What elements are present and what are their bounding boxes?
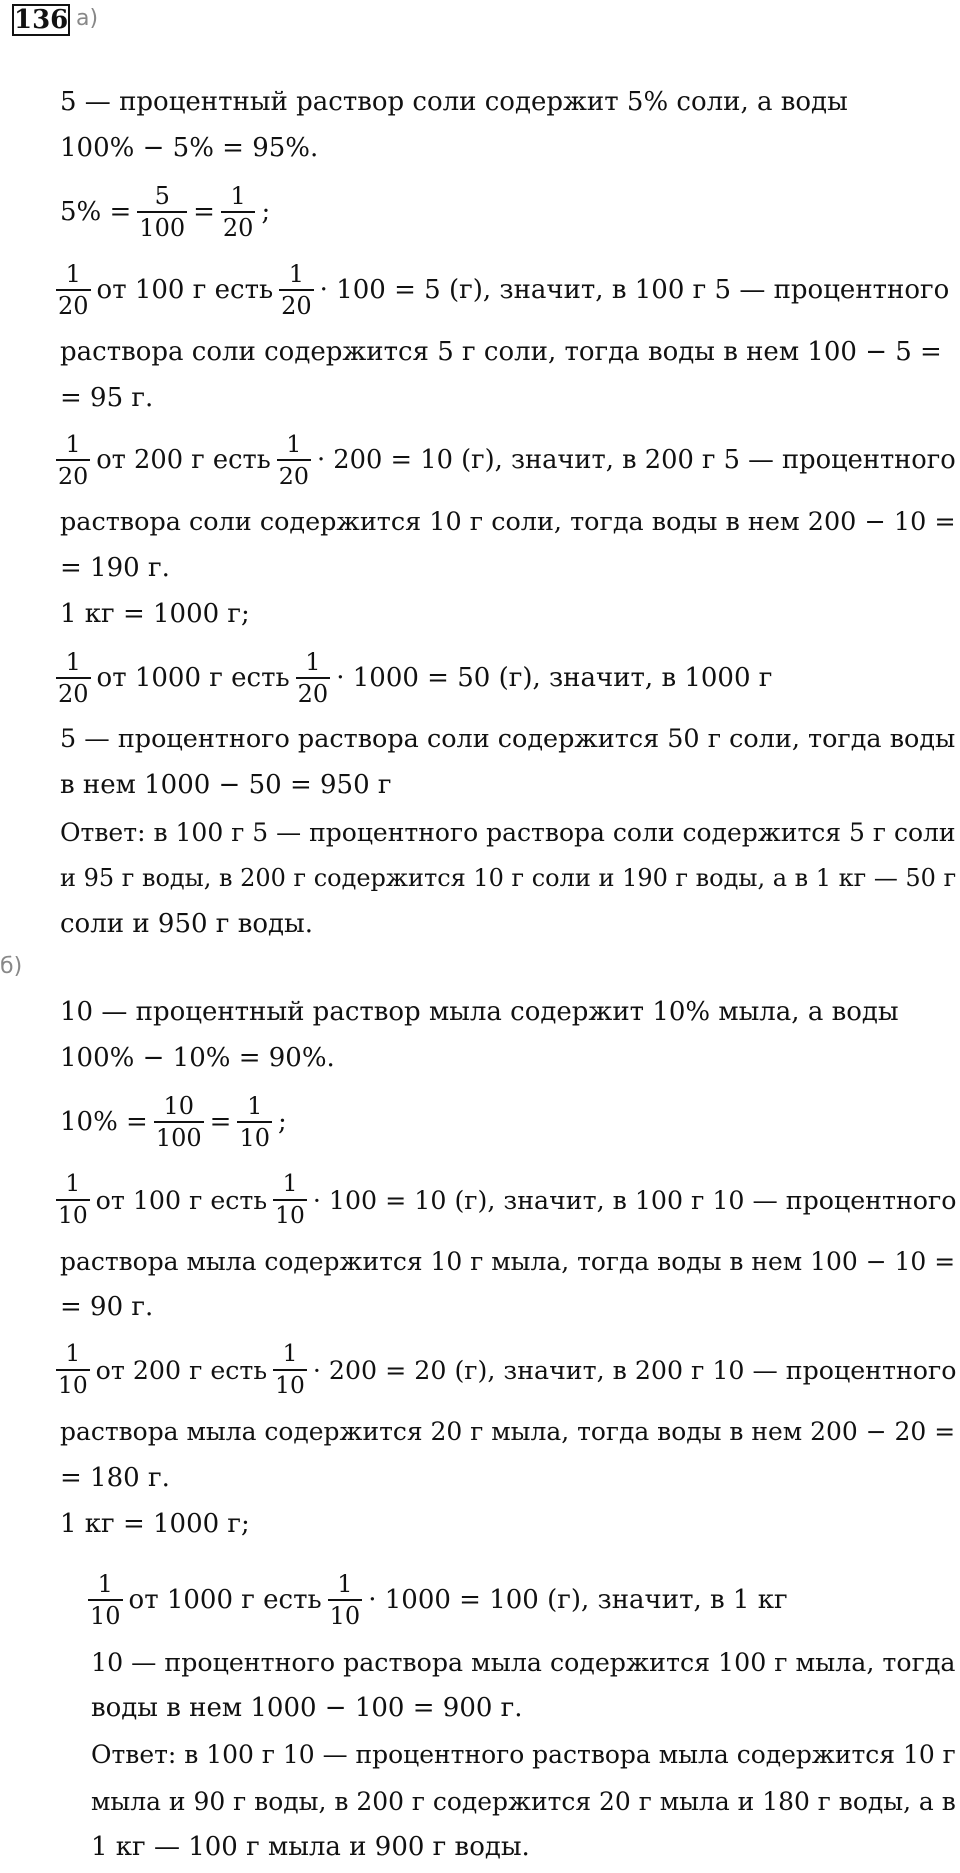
fraction bbox=[328, 1571, 363, 1629]
answer-line: Ответ: в 100 г 5 — процентного раствора соли содержится 5 г соли bbox=[60, 817, 956, 847]
equation-text: 5% = bbox=[60, 197, 132, 227]
text-line: 5 — процентный раствор соли содержит 5% соли, а воды bbox=[60, 87, 848, 117]
equation-text: от 100 г есть bbox=[96, 275, 274, 305]
numerator: 1 bbox=[230, 182, 246, 210]
fraction bbox=[56, 431, 90, 489]
numerator: 1 bbox=[65, 1170, 81, 1197]
equation-text: ; bbox=[278, 1107, 287, 1137]
fraction-bar bbox=[56, 289, 91, 291]
equation-text: = bbox=[209, 1107, 232, 1137]
equation-text: · 200 = 10 (г), значит, в 200 г 5 — процентного bbox=[316, 445, 956, 475]
numerator: 1 bbox=[65, 648, 81, 676]
denominator: 20 bbox=[222, 214, 254, 242]
text-line: раствора мыла содержится 10 г мыла, тогда воды в нем 100 − 10 = bbox=[60, 1246, 956, 1276]
numerator: 1 bbox=[65, 1340, 81, 1367]
fraction-bar bbox=[88, 1599, 123, 1601]
text-line: = 180 г. bbox=[60, 1463, 170, 1493]
denominator: 20 bbox=[58, 680, 89, 708]
answer-line: 1 кг — 100 г мыла и 900 г воды. bbox=[91, 1832, 530, 1862]
denominator: 10 bbox=[239, 1124, 270, 1152]
fraction bbox=[56, 261, 91, 319]
denominator: 10 bbox=[90, 1602, 121, 1630]
fraction-bar bbox=[56, 677, 91, 679]
numerator: 1 bbox=[286, 430, 302, 458]
text-line: 100% − 10% = 90%. bbox=[60, 1043, 335, 1073]
numerator: 5 bbox=[154, 182, 170, 210]
equation-line bbox=[60, 182, 271, 242]
fraction bbox=[88, 1571, 123, 1629]
equation-text: от 100 г есть bbox=[95, 1185, 268, 1215]
fraction bbox=[137, 183, 187, 241]
numerator: 1 bbox=[97, 1570, 113, 1598]
fraction bbox=[277, 431, 311, 489]
fraction bbox=[237, 1093, 272, 1151]
equation-line bbox=[56, 1170, 957, 1229]
answer-line: и 95 г воды, в 200 г содержится 10 г соли и 190 г воды, а в 1 кг — 50 г bbox=[60, 864, 957, 892]
denominator: 20 bbox=[58, 462, 89, 490]
numerator: 1 bbox=[288, 260, 305, 288]
text-line: раствора соли содержится 5 г соли, тогда воды в нем 100 − 5 = bbox=[60, 337, 942, 367]
text-line: 10 — процентный раствор мыла содержит 10% мыла, а воды bbox=[60, 997, 899, 1027]
numerator: 10 bbox=[163, 1092, 195, 1120]
equation-text: от 1000 г есть bbox=[128, 1585, 322, 1615]
text-line: воды в нем 1000 − 100 = 900 г. bbox=[91, 1693, 523, 1723]
denominator: 20 bbox=[278, 462, 309, 490]
text-line: в нем 1000 − 50 = 950 г bbox=[60, 770, 392, 800]
text-line: раствора соли содержится 10 г соли, тогда воды в нем 200 − 10 = bbox=[60, 507, 956, 537]
fraction-bar bbox=[328, 1599, 363, 1601]
numerator: 1 bbox=[305, 648, 321, 676]
equation-text: от 200 г есть bbox=[95, 1355, 268, 1385]
text-line: раствора мыла содержится 20 г мыла, тогда воды в нем 200 − 20 = bbox=[60, 1416, 956, 1446]
fraction-bar bbox=[237, 1121, 272, 1123]
fraction bbox=[273, 1171, 307, 1229]
denominator: 10 bbox=[58, 1372, 88, 1399]
text-line: = 95 г. bbox=[60, 383, 154, 413]
text-line: = 90 г. bbox=[60, 1292, 154, 1322]
text-line: 5 — процентного раствора соли содержится 50 г соли, тогда воды bbox=[60, 724, 956, 754]
fraction bbox=[279, 261, 314, 319]
equation-text: ; bbox=[261, 197, 271, 227]
text-line: 1 кг = 1000 г; bbox=[60, 1509, 250, 1539]
denominator: 100 bbox=[139, 214, 186, 242]
numerator: 1 bbox=[282, 1170, 298, 1197]
text-line: = 190 г. bbox=[60, 553, 170, 583]
text-line: 10 — процентного раствора мыла содержится 100 г мыла, тогда bbox=[91, 1647, 956, 1677]
denominator: 20 bbox=[281, 292, 312, 320]
numerator: 1 bbox=[247, 1092, 263, 1120]
part-a-label: а) bbox=[76, 6, 99, 31]
answer-line: соли и 950 г воды. bbox=[60, 909, 313, 939]
equation-text: · 200 = 20 (г), значит, в 200 г 10 — процентного bbox=[312, 1355, 957, 1385]
denominator: 10 bbox=[275, 1202, 305, 1229]
fraction bbox=[154, 1093, 204, 1151]
problem-number: 136 bbox=[14, 5, 69, 35]
fraction-bar bbox=[279, 289, 314, 291]
denominator: 20 bbox=[297, 680, 329, 708]
answer-line: Ответ: в 100 г 10 — процентного раствора мыла содержится 10 г bbox=[91, 1739, 956, 1769]
text-line: 1 кг = 1000 г; bbox=[60, 599, 250, 629]
numerator: 1 bbox=[337, 1570, 353, 1598]
fraction bbox=[56, 1171, 90, 1229]
fraction-bar bbox=[154, 1121, 204, 1123]
fraction-bar bbox=[277, 459, 311, 461]
fraction-bar bbox=[296, 677, 331, 679]
fraction-bar bbox=[221, 211, 256, 213]
equation-text: от 200 г есть bbox=[96, 445, 271, 475]
fraction-bar bbox=[137, 211, 187, 213]
equation-text: · 1000 = 50 (г), значит, в 1000 г bbox=[336, 663, 773, 693]
numerator: 1 bbox=[65, 430, 81, 458]
fraction-bar bbox=[56, 1369, 90, 1371]
equation-line bbox=[56, 430, 956, 490]
fraction bbox=[296, 649, 331, 707]
equation-text: 10% = bbox=[60, 1107, 148, 1137]
fraction bbox=[56, 649, 91, 707]
denominator: 100 bbox=[155, 1124, 202, 1152]
equation-line bbox=[60, 1092, 287, 1152]
equation-line bbox=[88, 1570, 788, 1630]
equation-line bbox=[56, 1340, 957, 1399]
numerator: 1 bbox=[282, 1340, 298, 1367]
denominator: 20 bbox=[58, 292, 89, 320]
equation-text: = bbox=[193, 197, 215, 227]
equation-line bbox=[56, 648, 773, 708]
fraction-bar bbox=[273, 1199, 307, 1201]
denominator: 10 bbox=[275, 1372, 305, 1399]
fraction-bar bbox=[56, 459, 90, 461]
denominator: 10 bbox=[58, 1202, 88, 1229]
equation-line bbox=[56, 260, 950, 320]
equation-text: · 100 = 10 (г), значит, в 100 г 10 — процентного bbox=[312, 1185, 957, 1215]
denominator: 10 bbox=[329, 1602, 361, 1630]
answer-line: мыла и 90 г воды, в 200 г содержится 20 г мыла и 180 г воды, а в bbox=[91, 1786, 956, 1816]
fraction bbox=[56, 1341, 90, 1399]
fraction-bar bbox=[56, 1199, 90, 1201]
equation-text: · 1000 = 100 (г), значит, в 1 кг bbox=[368, 1585, 788, 1615]
part-b-label: б) bbox=[0, 954, 23, 979]
equation-text: · 100 = 5 (г), значит, в 100 г 5 — процентного bbox=[319, 275, 950, 305]
fraction bbox=[221, 183, 256, 241]
numerator: 1 bbox=[65, 260, 81, 288]
text-line: 100% − 5% = 95%. bbox=[60, 133, 319, 163]
fraction-bar bbox=[273, 1369, 307, 1371]
fraction bbox=[273, 1341, 307, 1399]
equation-text: от 1000 г есть bbox=[96, 663, 290, 693]
